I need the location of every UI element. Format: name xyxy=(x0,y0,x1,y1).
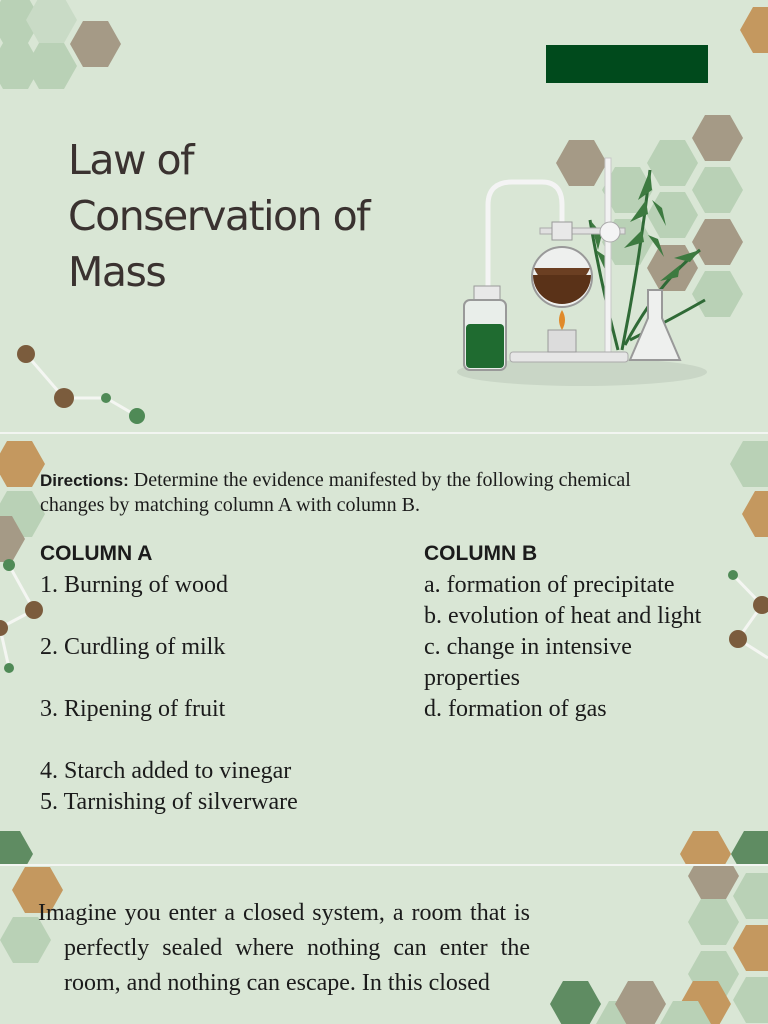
story-paragraph: Imagine you enter a closed system, a room that is perfectly sealed where nothing can enter the room, and nothing can escape. In this closed xyxy=(38,900,530,996)
column-a xyxy=(40,540,410,818)
slide-story xyxy=(0,866,768,1024)
column-a-item: 3. Ripening of fruit xyxy=(40,696,226,722)
directions-text xyxy=(40,468,700,518)
column-a-item: 4. Starch added to vinegar xyxy=(40,758,292,784)
column-b-item: c. change in intensive properties xyxy=(424,634,632,691)
slide-title-text: Law of Conservation of Mass xyxy=(68,136,370,296)
column-a-item: 2. Curdling of milk xyxy=(40,634,226,660)
directions-body: Determine the evidence manifested by the following chemical changes by matching column A with column B. xyxy=(40,469,631,516)
column-b-item: b. evolution of heat and light xyxy=(424,603,702,629)
column-a-heading: COLUMN A xyxy=(40,542,153,565)
slide-activity xyxy=(0,434,768,864)
directions-label: Directions: xyxy=(40,471,129,490)
column-a-item: 5. Tarnishing of silverware xyxy=(40,789,298,815)
accent-bar xyxy=(546,45,708,83)
column-b-heading: COLUMN B xyxy=(424,542,538,565)
slide-title xyxy=(0,0,768,432)
column-b-item: d. formation of gas xyxy=(424,696,607,722)
column-b-item: a. formation of precipitate xyxy=(424,572,675,598)
column-a-item: 1. Burning of wood xyxy=(40,572,228,598)
column-b xyxy=(424,540,724,725)
